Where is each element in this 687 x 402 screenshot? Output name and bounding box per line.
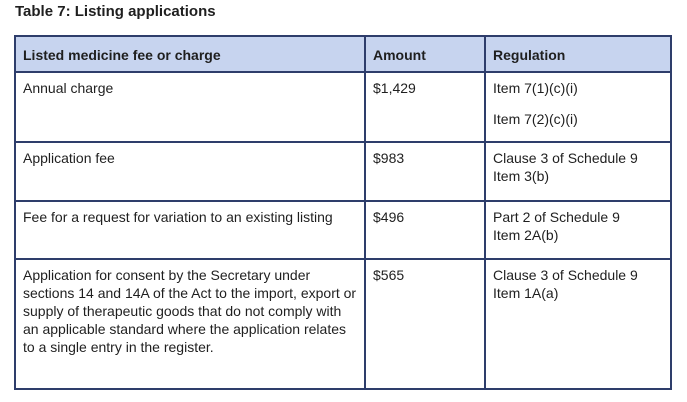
amount-cell: $496 xyxy=(365,201,485,259)
regulation-line: Item 2A(b) xyxy=(493,227,559,243)
regulation-line: Clause 3 of Schedule 9 xyxy=(493,150,638,166)
listing-applications-table xyxy=(14,35,672,390)
regulation-cell xyxy=(485,72,671,142)
regulation-line: Clause 3 of Schedule 9 xyxy=(493,267,638,283)
header-fee: Listed medicine fee or charge xyxy=(15,36,365,72)
fee-cell: Annual charge xyxy=(15,72,365,142)
fee-cell: Application fee xyxy=(15,142,365,201)
header-amount: Amount xyxy=(365,36,485,72)
amount-cell: $983 xyxy=(365,142,485,201)
table-row xyxy=(15,142,671,201)
table-row xyxy=(15,259,671,389)
regulation-cell xyxy=(485,259,671,389)
regulation-cell xyxy=(485,142,671,201)
header-regulation: Regulation xyxy=(485,36,671,72)
fee-cell: Application for consent by the Secretary under sections 14 and 14A of the Act to the import, export or supply of therapeutic goods that do not comply with an applicable standard where the application relates to a single entry in the register. xyxy=(15,259,365,389)
regulation-line: Item 1A(a) xyxy=(493,285,559,301)
table-row xyxy=(15,72,671,142)
table-row xyxy=(15,201,671,259)
regulation-line: Item 3(b) xyxy=(493,168,550,184)
amount-cell: $1,429 xyxy=(365,72,485,142)
regulation-cell xyxy=(485,201,671,259)
regulation-line: Part 2 of Schedule 9 xyxy=(493,209,620,225)
fee-cell: Fee for a request for variation to an existing listing xyxy=(15,201,365,259)
amount-cell: $565 xyxy=(365,259,485,389)
regulation-line: Item 7(1)(c)(i) xyxy=(493,80,578,96)
table-header-row xyxy=(15,36,671,72)
table-caption: Table 7: Listing applications xyxy=(15,3,216,20)
regulation-line: Item 7(2)(c)(i) xyxy=(493,111,578,127)
